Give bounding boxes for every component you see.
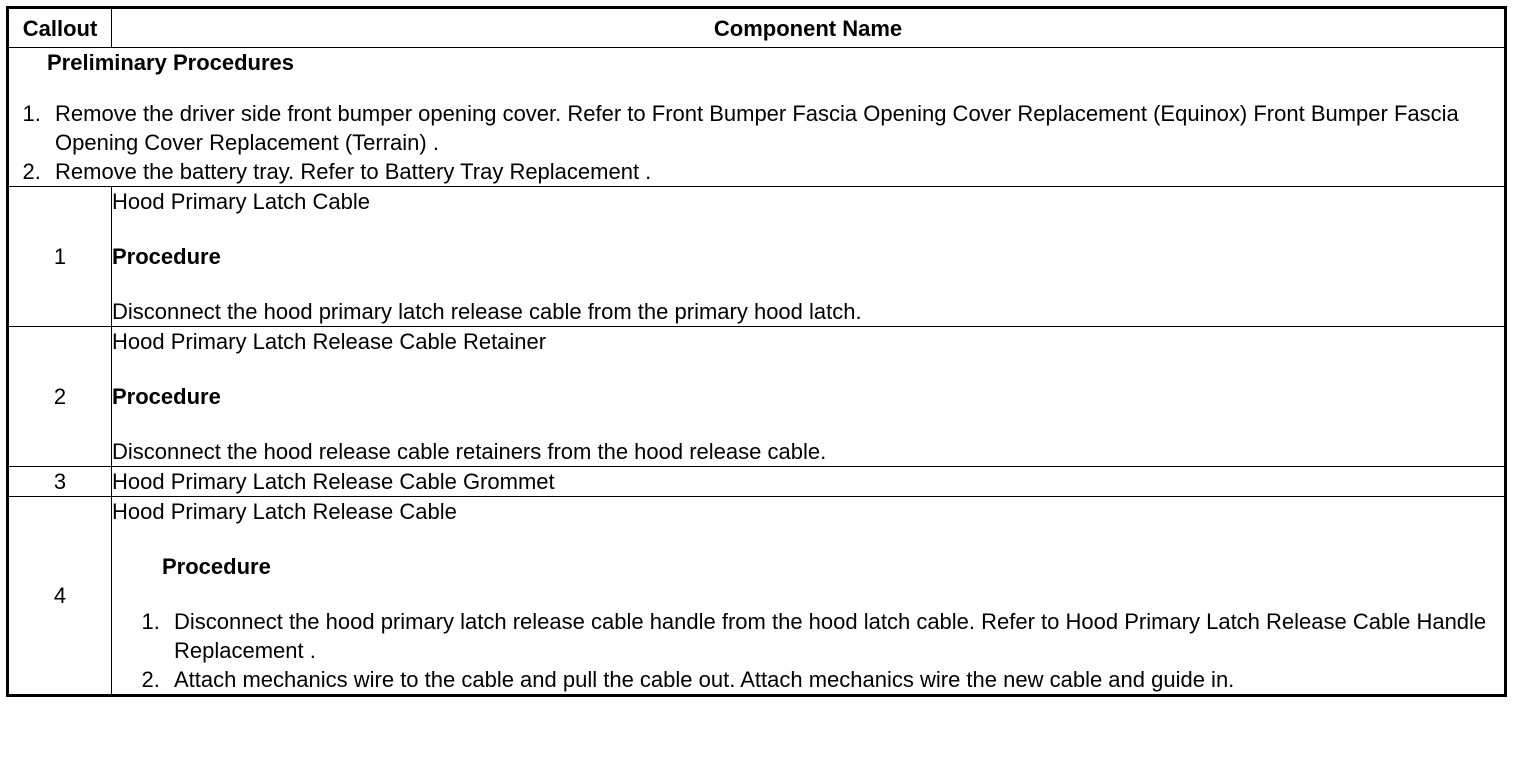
component-name: Hood Primary Latch Cable — [112, 189, 371, 214]
component-name: Hood Primary Latch Release Cable Grommet — [112, 469, 555, 494]
callout-number: 1 — [8, 187, 112, 327]
callout-number: 3 — [8, 467, 112, 497]
preliminary-cell — [8, 48, 1506, 187]
callout-number: 4 — [8, 497, 112, 696]
preliminary-title: Preliminary Procedures — [47, 50, 295, 75]
procedure-label: Procedure — [112, 384, 221, 409]
table-row — [8, 467, 1506, 497]
procedure-step: 2. Attach mechanics wire to the cable and pull the cable out. Attach mechanics wire the new cable and guide in. — [166, 665, 1504, 694]
preliminary-step: 2. Remove the battery tray. Refer to Battery Tray Replacement . — [47, 157, 1504, 186]
component-cell — [112, 467, 1506, 497]
callout-header: Callout — [8, 8, 112, 48]
procedure-label: Procedure — [162, 554, 271, 579]
procedure-description: Disconnect the hood primary latch release cable from the primary hood latch. — [112, 299, 862, 324]
table-header-row — [8, 8, 1506, 48]
preliminary-row — [8, 48, 1506, 187]
table-row — [8, 497, 1506, 696]
component-cell — [112, 497, 1506, 696]
preliminary-step: 1. Remove the driver side front bumper opening cover. Refer to Front Bumper Fascia Opening Cover Replacement (Equinox) Front Bumper Fascia Opening Cover Replacement (Terrain) . — [47, 99, 1504, 157]
component-cell — [112, 187, 1506, 327]
table-row — [8, 327, 1506, 467]
component-name-header: Component Name — [112, 8, 1506, 48]
component-name: Hood Primary Latch Release Cable Retainer — [112, 329, 547, 354]
procedure-step: 1. Disconnect the hood primary latch release cable handle from the hood latch cable. Refer to Hood Primary Latch Release Cable Handle Replacement . — [166, 607, 1504, 665]
table-row — [8, 187, 1506, 327]
preliminary-steps — [9, 99, 1504, 186]
procedure-description: Disconnect the hood release cable retainers from the hood release cable. — [112, 439, 827, 464]
component-cell — [112, 327, 1506, 467]
component-table — [6, 6, 1507, 697]
component-name: Hood Primary Latch Release Cable — [112, 499, 457, 524]
callout-number: 2 — [8, 327, 112, 467]
procedure-label: Procedure — [112, 244, 221, 269]
procedure-steps — [124, 607, 1504, 694]
